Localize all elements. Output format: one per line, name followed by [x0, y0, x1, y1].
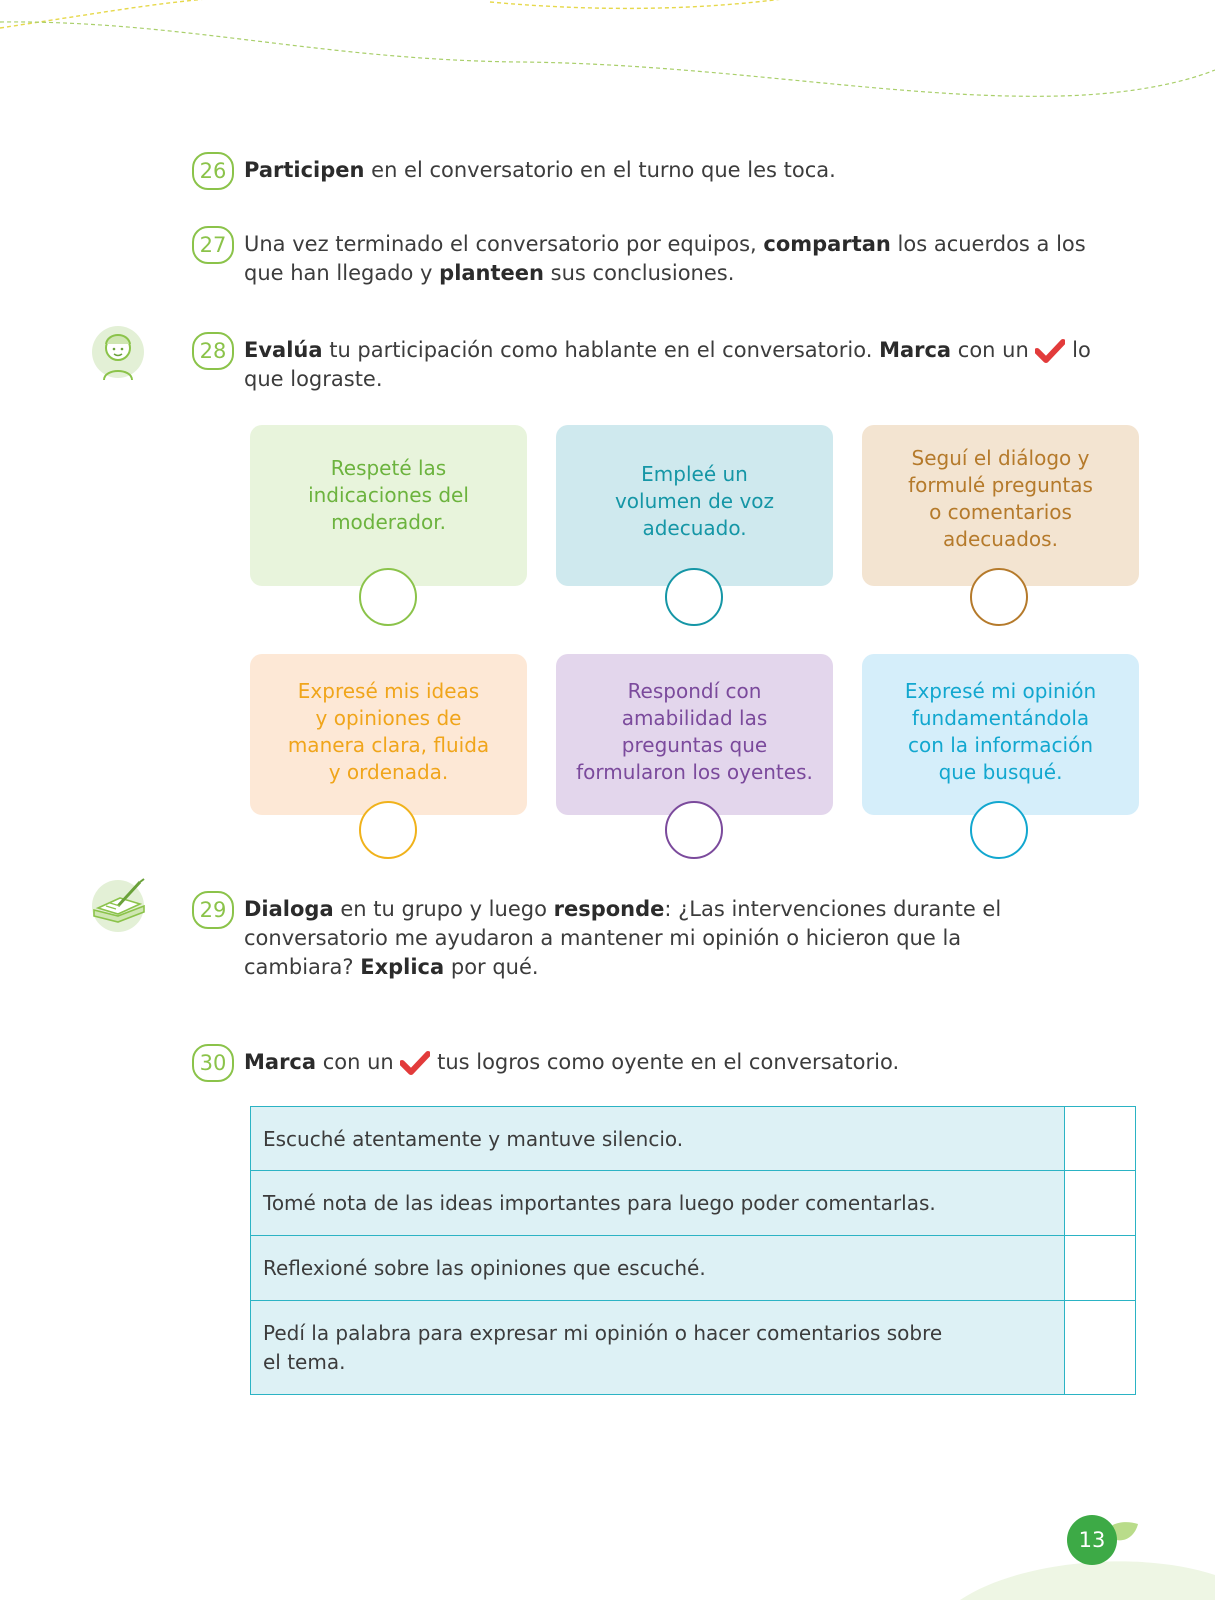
question-27	[192, 230, 1094, 288]
achievement-text: Escuché atentamente y mantuve silencio.	[251, 1107, 1065, 1171]
self-eval-card: Respeté las indicaciones del moderador.	[250, 425, 527, 586]
check-box[interactable]	[1064, 1236, 1135, 1301]
question-number: 28	[192, 332, 234, 370]
question-text: Marca con un tus logros como oyente en el conversatorio.	[244, 1050, 900, 1074]
question-26	[192, 156, 1104, 190]
check-box[interactable]	[1064, 1171, 1135, 1236]
check-box[interactable]	[1064, 1301, 1135, 1395]
question-text: Una vez terminado el conversatorio por equipos, compartan los acuerdos a los que han llegado y planteen sus conclusiones.	[244, 232, 1086, 285]
question-number: 30	[192, 1044, 234, 1082]
achievement-text: Reflexioné sobre las opiniones que escuché.	[251, 1236, 1065, 1301]
decorative-top-waves	[0, 0, 1215, 110]
checkmark-icon	[1035, 339, 1065, 363]
question-text: Evalúa tu participación como hablante en el conversatorio. Marca con un lo que lograste.	[244, 338, 1091, 391]
checkmark-icon	[400, 1051, 430, 1075]
self-eval-card: Expresé mi opinión fundamentándola con la información que busqué.	[862, 654, 1139, 815]
self-eval-card: Respondí con amabilidad las preguntas que formularon los oyentes.	[556, 654, 833, 815]
self-eval-card: Expresé mis ideas y opiniones de manera clara, fluida y ordenada.	[250, 654, 527, 815]
page-number: 13	[1067, 1515, 1117, 1565]
table-row	[251, 1236, 1136, 1301]
checkbox-circle[interactable]	[359, 801, 417, 859]
achievement-text: Tomé nota de las ideas importantes para luego poder comentarlas.	[251, 1171, 1065, 1236]
question-number: 29	[192, 891, 234, 929]
question-30	[192, 1048, 1104, 1082]
checkbox-circle[interactable]	[665, 568, 723, 626]
question-text: Participen en el conversatorio en el turno que les toca.	[244, 158, 836, 182]
question-number: 27	[192, 226, 234, 264]
checkbox-circle[interactable]	[359, 568, 417, 626]
achievements-table	[250, 1106, 1136, 1395]
checkbox-circle[interactable]	[970, 801, 1028, 859]
checkbox-circle[interactable]	[665, 801, 723, 859]
student-face-icon	[90, 322, 146, 382]
table-row	[251, 1301, 1136, 1395]
table-row	[251, 1107, 1136, 1171]
achievement-text: Pedí la palabra para expresar mi opinión o hacer comentarios sobre el tema.	[251, 1301, 1065, 1395]
book-pencil-icon	[88, 876, 150, 934]
question-text: Dialoga en tu grupo y luego responde: ¿Las intervenciones durante el conversatorio me ayudaron a mantener mi opinión o hicieron que la cambiara? Explica por qué.	[244, 897, 1002, 979]
self-eval-card: Seguí el diálogo y formulé preguntas o comentarios adecuados.	[862, 425, 1139, 586]
table-row	[251, 1171, 1136, 1236]
question-28	[192, 336, 1104, 394]
question-number: 26	[192, 152, 234, 190]
question-29	[192, 895, 1044, 982]
checkbox-circle[interactable]	[970, 568, 1028, 626]
self-eval-card: Empleé un volumen de voz adecuado.	[556, 425, 833, 586]
check-box[interactable]	[1064, 1107, 1135, 1171]
